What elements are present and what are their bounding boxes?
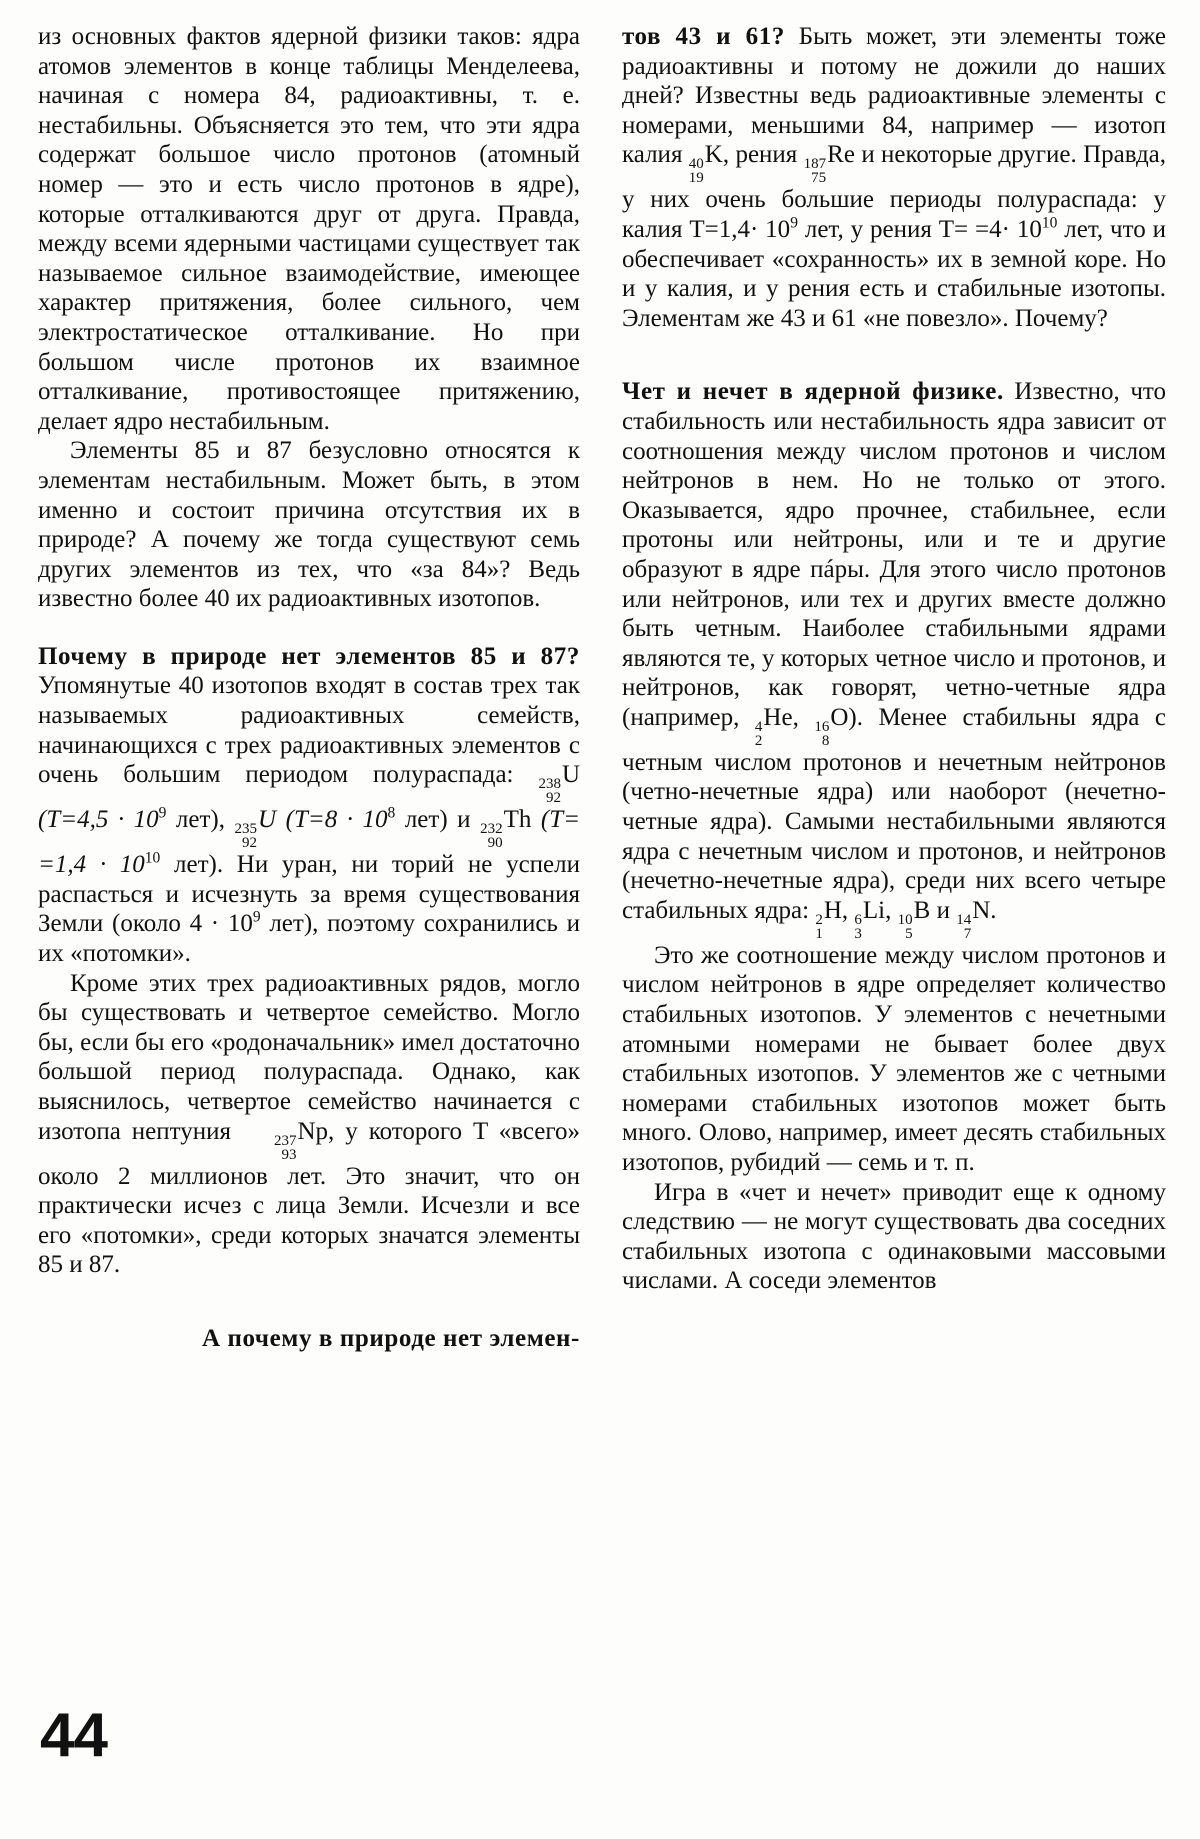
isotope-notation: 187 75 [803, 156, 827, 187]
paragraph: Игра в «чет и нечет» приводит еще к одному следствию — не могут существовать два соседних стабильных изотопа с одинаковыми массовыми числами. А соседи элементов [622, 1178, 1166, 1295]
isotope-notation: 237 93 [273, 1132, 297, 1163]
page-number: 44 [40, 1701, 107, 1770]
isotope-notation: 4 2 [754, 718, 763, 749]
isotope-notation: 6 3 [854, 911, 862, 942]
section-heading: А почему в природе нет элемен- [201, 1324, 580, 1352]
section-heading: Чет и нечет в ядерной физике. [622, 378, 1004, 406]
left-column [38, 22, 580, 1354]
isotope-notation: 14 7 [956, 911, 972, 942]
paragraph: Элементы 85 и 87 безусловно относятся к элементам нестабильным. Может быть, в этом именно и состоит причина отсутствия их в природе? А почему же тогда существуют семь других элементов из тех, что «за 84»? Ведь известно более 40 их радиоактивных изотопов. [38, 437, 580, 613]
isotope-notation: 235 92 [234, 821, 258, 852]
paragraph: Это же соотношение между числом протонов и числом нейтронов в ядре определяет количество стабильных изотопов. У элементов с нечетными атомными номерами не бывает более двух стабильных изотопов. У элементов же с четными номерами стабильных изотопов может быть много. Олово, например, имеет десять стабильных изотопов, рубидий — семь и т. п. [622, 941, 1166, 1176]
section-heading: Почему в природе нет элементов 85 и 87? [38, 642, 580, 670]
isotope-notation: 2 1 [815, 911, 823, 942]
isotope-notation: 238 92 [538, 776, 561, 807]
paragraph: из основных фактов ядерной физики таков: ядра атомов элементов в конце таблицы Менделеева, начиная с номера 84, радиоактивны, т. е. нестабильны. Объясняется это тем, что эти ядра содержат большое число протонов (атомный номер — это и есть число протонов в ядре), которые отталкиваются друг от друга. Правда, между всеми ядерными частицами существует так называемое сильное взаимодействие, имеющее характер притяжения, более сильного, чем электростатическое отталкивание. Но при большом числе протонов их взаимное отталкивание, противостоящее притяжению, делает ядро нестабильным. [38, 23, 580, 435]
paragraph: Почему в природе нет элементов 85 и 87? Упомянутые 40 изотопов входят в состав трех так называемых радиоактивных семейств, начинающихся с трех радиоактивных элементов с очень большим периодом полураспада: 238 92 U ($T=4,5 \cdot 10^9$ лет), 235 92 U ($T=8 \cdot 10^8$ лет) и 232 90 Th ($T= =1,4 \cdot 10^{10}$ лет). Ни уран, ни торий не успели распасться и исчезнуть за время существования Земли (около $4 \cdot 10^9$ лет), поэтому сохранились и их «потомки». [38, 642, 581, 968]
paragraph: Кроме этих трех радиоактивных рядов, могло бы существовать и четвертое семейство. Могло бы, если бы его «родоначальник» имел достаточно большой период полураспада. Однако, как выяснилось, четвертое семейство начинается с изотопа нептуния 237 93 Np, у которого T «всего» около 2 миллионов лет. Это значит, что он практически исчез с лица Земли. Исчезли и все его «потомки», среди которых значатся элементы 85 и 87. [38, 969, 580, 1279]
isotope-notation: 232 90 [480, 821, 503, 852]
isotope-notation: 16 8 [814, 718, 830, 749]
section-heading: тов 43 и 61? [622, 23, 785, 50]
paragraph: Чет и нечет в ядерной физике. Известно, что стабильность или нестабильность ядра зависит от соотношения между числом протонов и числом нейтронов в нем. Но не только от этого. Оказывается, ядро прочнее, стабильнее, если протоны или нейтроны, или и те и другие образуют в ядре пáры. Для этого число протонов или нейтронов, или тех и других вместе должно быть четным. Наиболее стабильными ядрами являются те, у которых четное число и протонов, и нейтронов, как говорят, четно-четные ядра (например, 4 2 He, 16 8 O). Менее стабильны ядра с четным числом протонов и нечетным нейтронов (четно-нечетные ядра) или наоборот (нечетно-четные ядра). Самыми нестабильными являются ядра с нечетным числом и протонов, и нейтронов (нечетно-нечетные ядра), среди них всего четыре стабильных ядра: 2 1 H, 6 3 Li, 10 5 B и 14 7 N. [622, 378, 1166, 942]
isotope-notation: 10 5 [897, 911, 913, 942]
right-column [622, 22, 1166, 1296]
paragraph: тов 43 и 61? Быть может, эти элементы тоже радиоактивны и потому не дожили до наших дней? Известны ведь радиоактивные элементы с номерами, меньшими 84, например — изотоп калия 40 19 K, рения 187 75 Re и некоторые другие. Правда, у них очень большие периоды полураспада: у калия $T=1,4\cdot 10^9$ лет, у рения $T= =4\cdot 10^{10}$ лет, что и обеспечивает «сохранность» их в земной коре. Но и у калия, и у рения есть и стабильные изотопы. Элементам же 43 и 61 «не повезло». Почему? [622, 23, 1167, 332]
isotope-notation: 40 19 [688, 156, 704, 187]
